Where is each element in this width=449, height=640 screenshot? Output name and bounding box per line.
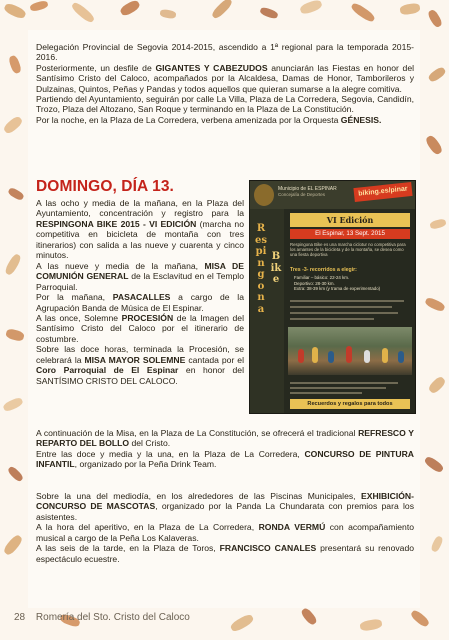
poster-info-lines: [290, 379, 410, 395]
poster-footer: Recuerdos y regalos para todos: [290, 399, 410, 409]
intro-paragraph-4: Por la noche, en la Plaza de La Corredera, verbena amenizada por la Orquesta GÉNESIS.: [36, 114, 382, 125]
column-paragraph-1: A las ocho y media de la mañana, en la Plaza del Ayuntamiento, concentración y registro para la RESPINGONA BIKE 2015 - VI EDICIÓN (marcha no competitiva en bicicleta de montaña con tres itinerarios) con salida a las nueve y cuarenta y cinco minutos.: [36, 198, 244, 261]
poster-brand: biking.es/pinar: [353, 182, 412, 202]
poster-edition: VI Edición: [290, 213, 410, 227]
midday-section: [36, 491, 414, 564]
after-paragraph-1: A continuación de la Misa, en la Plaza de La Constitución, se ofrecerá el tradicional REFRESCO Y REPARTO DEL BOLLO del Cristo.: [36, 428, 414, 449]
poster-sub: Concejalía de Deportes: [278, 192, 326, 197]
event-poster: [249, 180, 416, 414]
poster-schedule-lines: [290, 296, 410, 324]
page-footer: [14, 612, 190, 623]
poster-route-3: Extra: 38-39 km (y trama de experimentado): [294, 286, 381, 292]
poster-vertical-title-1: Respingona: [255, 223, 267, 315]
poster-description: Respingona Bike es una marcha ciclotur no competitiva para los amantes de la bicicleta y de la montaña, se desea como una fiesta deportiva: [290, 242, 406, 258]
column-paragraph-5: Sobre las doce horas, terminada la Procesión, se celebrará la MISA MAYOR SOLEMNE cantada por el Coro Parroquial de El Espinar en honor del SANTÍSIMO CRISTO DEL CALOCO.: [36, 344, 244, 386]
poster-vertical-title-2: Bike: [270, 251, 282, 285]
section-heading: DOMINGO, DÍA 13.: [36, 178, 174, 195]
poster-route-1: Familiar – básico: 22-24 km.: [294, 275, 350, 280]
intro-paragraph-1: Delegación Provincial de Segovia 2014-2015, ascendido a 1ª regional para la temporada 2015-2016.: [36, 42, 414, 63]
column-paragraph-2: A las nueve y media de la mañana, MISA DE COMUNIÓN GENERAL de la Esclavitud en el Templo Parroquial.: [36, 260, 244, 292]
intro-section: [36, 42, 414, 125]
poster-logo-icon: [254, 184, 274, 206]
page-number: 28: [14, 612, 26, 623]
sunday-column: [36, 198, 244, 386]
after-paragraph-3: Sobre la una del mediodía, en los alrededores de las Piscinas Municipales, EXHIBICIÓN-CONCURSO DE MASCOTAS, organizado por la Panda La Chundarata con premios para los asistentes.: [36, 491, 414, 522]
afternoon-section: [36, 428, 414, 470]
poster-routes: [294, 275, 410, 292]
after-paragraph-5: A las seis de la tarde, en la Plaza de Toros, FRANCISCO CANALES presentará su renovado espectáculo ecuestre.: [36, 543, 414, 564]
column-paragraph-3: Por la mañana, PASACALLES a cargo de la Agrupación Banda de Música de El Espinar.: [36, 292, 244, 313]
poster-routes-title: Tres -3- recorridos a elegir:: [290, 267, 357, 273]
poster-route-2: Deportivo: 28-30 km.: [294, 280, 335, 286]
after-paragraph-4: A la hora del aperitivo, en la Plaza de La Corredera, RONDA VERMÚ con acompañamiento musical a cargo de la Peña Los Kalaveras.: [36, 522, 414, 543]
after-paragraph-2: Entre las doce y media y la una, en la Plaza de La Corredera, CONCURSO DE PINTURA INFANTIL, organizado por la Peña Drink Team.: [36, 448, 414, 470]
column-paragraph-4: A las once, Solemne PROCESIÓN de la Imagen del Santísimo Cristo del Caloco por el itinerario de costumbre.: [36, 312, 244, 344]
poster-photo: [288, 327, 412, 375]
poster-municipio: Municipio de EL ESPINAR: [278, 186, 337, 192]
intro-paragraph-3: Partiendo del Ayuntamiento, seguirán por calle La Villa, Plaza de La Corredera, Segovia, Candidín, Trozo, Plaza del Altozano, San Roque y terminando en la Plaza de La Constitución.: [36, 94, 414, 115]
poster-date: El Espinar, 13 Sept. 2015: [290, 229, 410, 239]
intro-paragraph-2: Posteriormente, un desfile de GIGANTES Y CABEZUDOS anunciarán las Fiestas en honor del Santísimo Cristo del Caloco, acompañados por la Alcaldesa, Damas de Honor, Tamborileros y Dulzainas, Quintos, Peñas y Pandas y todos aquellos que quieran sumarse a la alegre comitiva.: [36, 62, 415, 94]
footer-title: Romería del Sto. Cristo del Caloco: [35, 612, 190, 623]
